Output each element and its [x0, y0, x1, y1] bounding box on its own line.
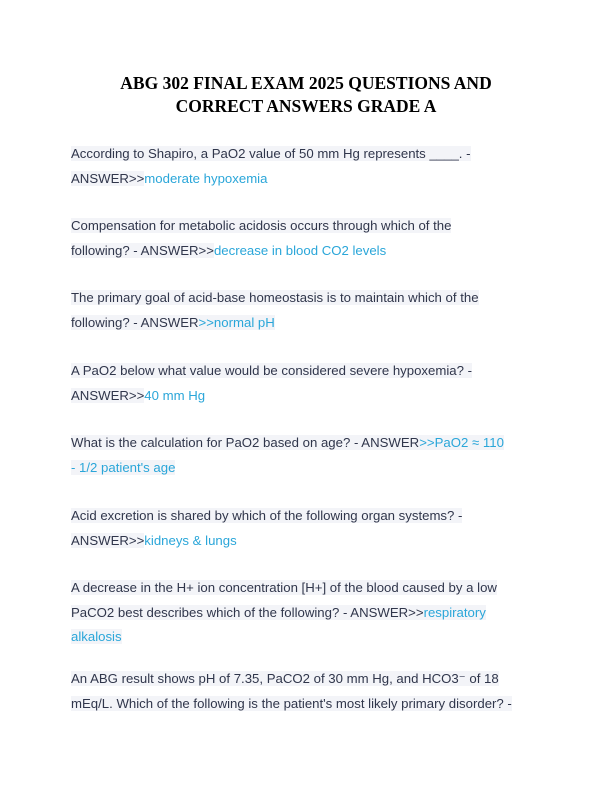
question-text: A decrease in the H+ ion concentration [H+] of the blood caused by a low	[71, 580, 497, 595]
qa-line	[71, 431, 545, 456]
answer-text: kidneys & lungs	[144, 532, 237, 548]
question-text: According to Shapiro, a PaO2 value of 50 mm Hg represents ____. -	[71, 146, 471, 161]
qa-line	[71, 142, 545, 167]
question-text: Compensation for metabolic acidosis occurs through which of the	[71, 218, 452, 233]
answer-text: alkalosis	[71, 629, 122, 644]
qa-line	[71, 384, 545, 409]
qa-line	[71, 667, 545, 692]
qa-line	[71, 692, 545, 717]
qa-line	[71, 359, 545, 384]
answer-text: >>PaO2 ≈ 110	[419, 435, 504, 450]
question-text: Acid excretion is shared by which of the following organ systems? -	[71, 508, 463, 523]
qa-item	[71, 431, 545, 480]
qa-line	[71, 167, 545, 192]
qa-line	[71, 601, 545, 626]
qa-line	[71, 456, 545, 481]
qa-line	[71, 214, 545, 239]
question-text: following? - ANSWER	[71, 314, 199, 330]
question-text: The primary goal of acid-base homeostasis is to maintain which of the	[71, 290, 479, 305]
qa-item	[71, 142, 545, 191]
answer-text: respiratory	[423, 604, 486, 620]
question-text: ANSWER>>	[71, 532, 145, 548]
qa-line	[71, 504, 545, 529]
question-text: A PaO2 below what value would be considered severe hypoxemia? -	[71, 363, 472, 378]
question-text: ANSWER>>	[71, 387, 145, 403]
document-title	[90, 72, 522, 118]
answer-text: moderate hypoxemia	[144, 170, 268, 186]
answer-text: >>normal pH	[198, 314, 275, 330]
question-text: What is the calculation for PaO2 based on age? - ANSWER	[71, 435, 420, 450]
qa-item	[71, 214, 545, 263]
title-line: CORRECT ANSWERS GRADE A	[175, 96, 437, 116]
qa-line	[71, 311, 545, 336]
qa-item	[71, 359, 545, 408]
answer-text: 40 mm Hg	[144, 387, 206, 403]
qa-item	[71, 504, 545, 553]
qa-item	[71, 667, 545, 716]
question-text: mEq/L. Which of the following is the patient's most likely primary disorder? -	[71, 695, 512, 711]
question-text: following? - ANSWER>>	[71, 242, 214, 258]
qa-item	[71, 576, 545, 650]
qa-line	[71, 625, 545, 650]
qa-line	[71, 576, 545, 601]
question-text: An ABG result shows pH of 7.35, PaCO2 of 30 mm Hg, and HCO3⁻ of 18	[71, 671, 499, 686]
answer-text: - 1/2 patient's age	[71, 459, 176, 475]
question-text: ANSWER>>	[71, 170, 145, 186]
answer-text: decrease in blood CO2 levels	[213, 242, 387, 258]
question-text: PaCO2 best describes which of the following? - ANSWER>>	[71, 604, 424, 620]
qa-item	[71, 286, 545, 335]
qa-line	[71, 529, 545, 554]
qa-line	[71, 286, 545, 311]
qa-line	[71, 239, 545, 264]
title-line: ABG 302 FINAL EXAM 2025 QUESTIONS AND	[120, 73, 492, 93]
